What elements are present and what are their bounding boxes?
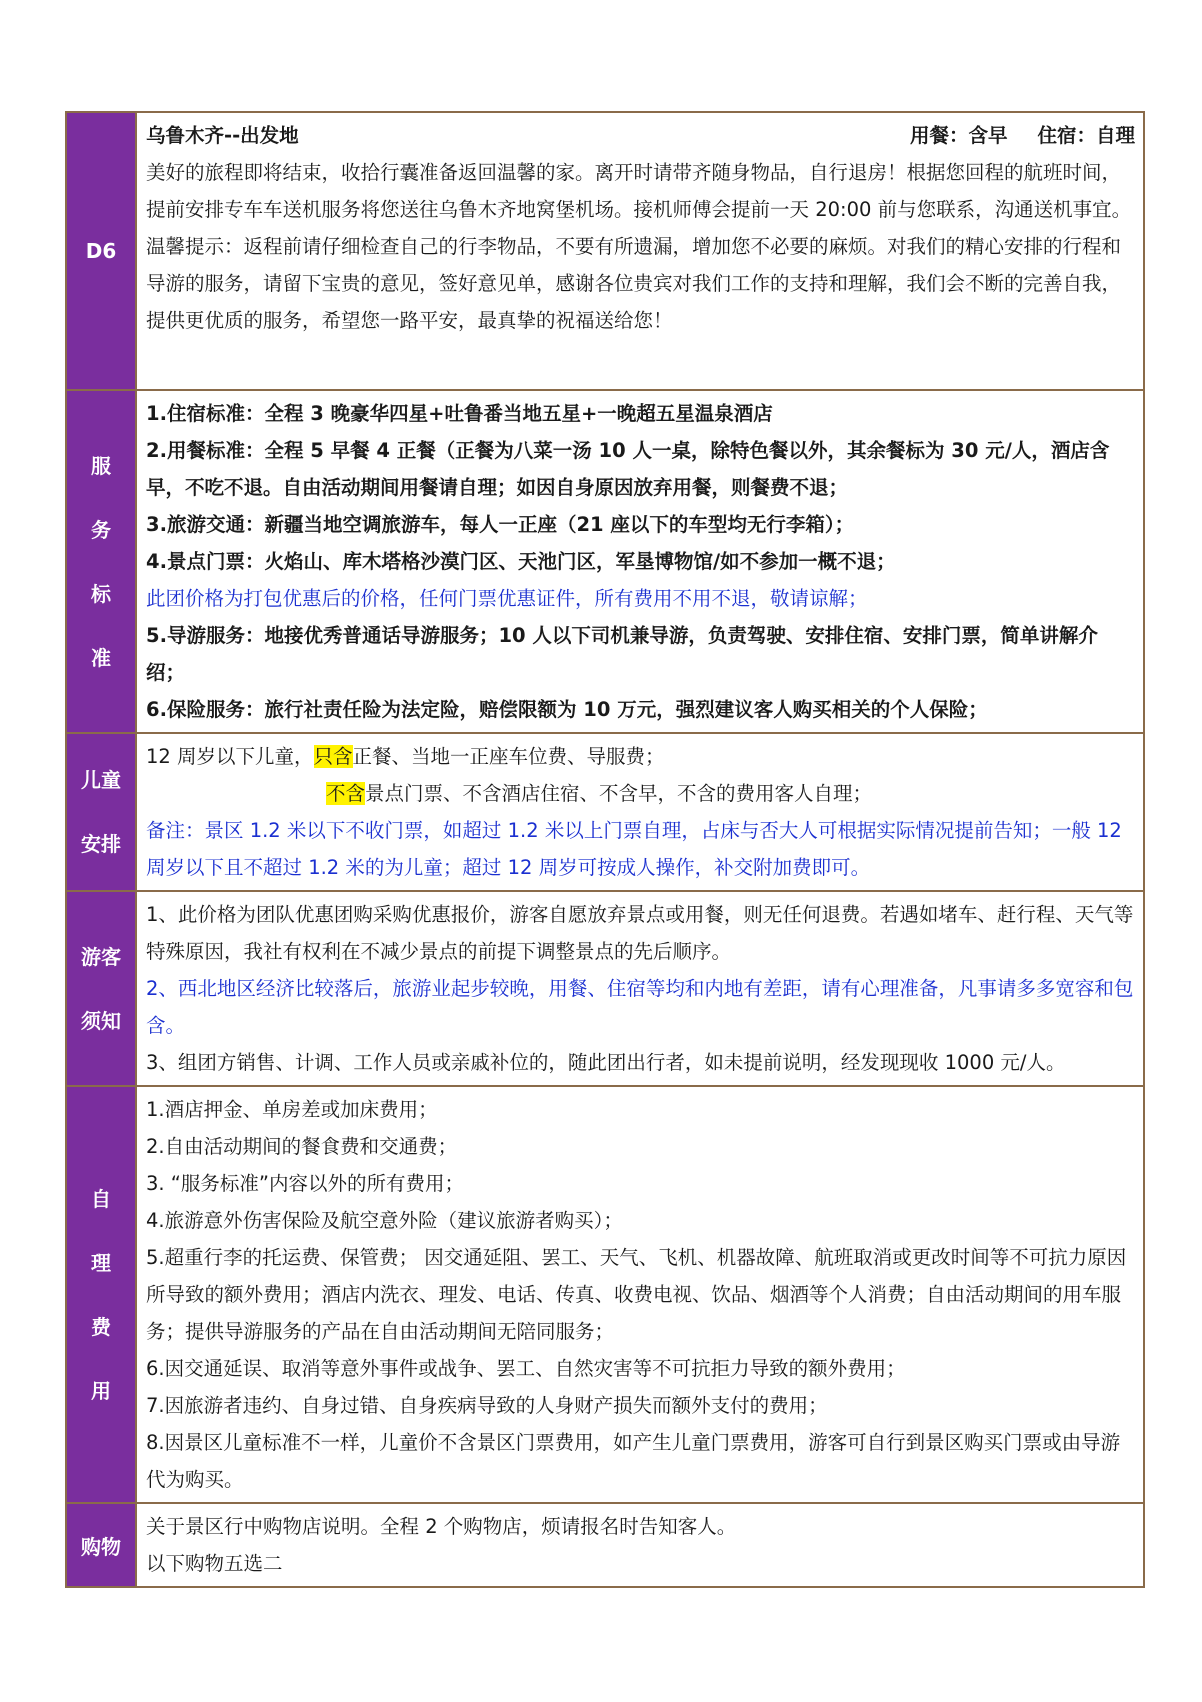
- label-line: 游客: [81, 944, 121, 969]
- children-line-2: [146, 775, 1135, 812]
- d6-header: [146, 117, 1135, 154]
- self-item: 1.酒店押金、单房差或加床费用；: [146, 1098, 438, 1121]
- d6-stay: 住宿：自理: [1037, 124, 1135, 147]
- d6-meals: [910, 117, 1135, 154]
- d6-paragraph-1: 美好的旅程即将结束，收拾行囊准备返回温馨的家。离开时请带齐随身物品，自行退房！根据您回程的航班时间，提前安排专车车送机服务将您送往乌鲁木齐地窝堡机场。接机师傅会提前一天 20:00 前与您联系，沟通送机事宜。: [146, 161, 1132, 221]
- content-service-standard: [136, 390, 1144, 733]
- self-item: 4.旅游意外伤害保险及航空意外险（建议旅游者购买）；: [146, 1209, 623, 1232]
- self-item: 3. “服务标准”内容以外的所有费用；: [146, 1172, 465, 1195]
- label-service-standard: [66, 390, 136, 733]
- notice-item-1: 1、此价格为团队优惠团购采购优惠报价，游客自愿放弃景点或用餐，则无任何退费。若遇如堵车、赶行程、天气等特殊原因，我社有权利在不减少景点的前提下调整景点的先后顺序。: [146, 903, 1134, 963]
- row-shopping: [66, 1503, 1144, 1587]
- label-char: 自: [91, 1186, 111, 1211]
- label-children: [66, 733, 136, 891]
- content-d6: [136, 112, 1144, 390]
- label-d6-text: D6: [85, 239, 117, 263]
- notice-item-3: 3、组团方销售、计调、工作人员或亲戚补位的，随此团出行者，如未提前说明，经发现现收 1000 元/人。: [146, 1051, 1066, 1074]
- itinerary-table: [65, 111, 1145, 1588]
- label-char: 用: [91, 1378, 111, 1403]
- row-self-paid: [66, 1086, 1144, 1503]
- service-note: 此团价格为打包优惠后的价格，任何门票优惠证件，所有费用不用不退，敬请谅解；: [146, 587, 868, 610]
- label-service-chars: [67, 434, 135, 690]
- row-children: [66, 733, 1144, 891]
- content-self-paid: [136, 1086, 1144, 1503]
- children-text: 12 周岁以下儿童，: [146, 745, 314, 768]
- children-text: 景点门票、不含酒店住宿、不含早，不含的费用客人自理；: [365, 782, 873, 805]
- label-line: 安排: [81, 832, 121, 856]
- service-item: 6.保险服务：旅行社责任险为法定险，赔偿限额为 10 万元，强烈建议客人购买相关的个人保险；: [146, 698, 988, 721]
- label-self-paid: [66, 1086, 136, 1503]
- label-notice: [66, 891, 136, 1086]
- service-item: 1.住宿标准：全程 3 晚豪华四星+吐鲁番当地五星+一晚超五星温泉酒店: [146, 402, 773, 425]
- children-line-1: [146, 738, 1135, 775]
- content-shopping: [136, 1503, 1144, 1587]
- self-item: 6.因交通延误、取消等意外事件或战争、罢工、自然灾害等不可抗拒力导致的额外费用；: [146, 1357, 906, 1380]
- service-item: 4.景点门票：火焰山、库木塔格沙漠门区、天池门区，军垦博物馆/如不参加一概不退；: [146, 550, 896, 573]
- label-char: 服: [91, 453, 111, 478]
- d6-title: 乌鲁木齐--出发地: [146, 124, 299, 147]
- d6-paragraph-2: 温馨提示：返程前请仔细检查自己的行李物品，不要有所遗漏，增加您不必要的麻烦。对我们的精心安排的行程和导游的服务，请留下宝贵的意见，签好意见单，感谢各位贵宾对我们工作的支持和理解，我们会不断的完善自我，提供更优质的服务，希望您一路平安，最真挚的祝福送给您！: [146, 235, 1122, 332]
- label-char: 准: [91, 645, 111, 670]
- content-notice: [136, 891, 1144, 1086]
- row-d6: [66, 112, 1144, 390]
- label-shopping: [66, 1503, 136, 1587]
- row-service-standard: [66, 390, 1144, 733]
- self-item: 7.因旅游者违约、自身过错、自身疾病导致的人身财产损失而额外支付的费用；: [146, 1394, 828, 1417]
- children-text: 正餐、当地一正座车位费、导服费；: [352, 745, 665, 768]
- label-d6: [66, 112, 136, 390]
- row-notice: [66, 891, 1144, 1086]
- service-item: 3.旅游交通：新疆当地空调旅游车，每人一正座（21 座以下的车型均无行李箱）；: [146, 513, 855, 536]
- highlight-excluded: 不含: [326, 782, 366, 805]
- label-line: 须知: [81, 1008, 121, 1033]
- self-item: 8.因景区儿童标准不一样，儿童价不含景区门票费用，如产生儿童门票费用，游客可自行到景区购买门票或由导游代为购买。: [146, 1431, 1121, 1491]
- service-item: 2.用餐标准：全程 5 早餐 4 正餐（正餐为八菜一汤 10 人一桌，除特色餐以外，其余餐标为 30 元/人，酒店含早，不吃不退。自由活动期间用餐请自理；如因自身原因放弃用餐，则餐费不退；: [146, 439, 1110, 499]
- shopping-line-1: 关于景区行中购物店说明。全程 2 个购物店，烦请报名时告知客人。: [146, 1515, 737, 1538]
- label-char: 标: [91, 581, 111, 606]
- label-children-lines: [67, 748, 135, 876]
- content-children: [136, 733, 1144, 891]
- self-item: 2.自由活动期间的餐食费和交通费；: [146, 1135, 458, 1158]
- shopping-line-2: 以下购物五选二: [146, 1552, 283, 1575]
- label-self-chars: [67, 1167, 135, 1423]
- label-char: 费: [91, 1314, 111, 1339]
- d6-meal: 用餐：含早: [909, 124, 1008, 147]
- label-char: 务: [91, 517, 111, 542]
- label-notice-lines: [67, 925, 135, 1053]
- children-note: 备注：景区 1.2 米以下不收门票，如超过 1.2 米以上门票自理，占床与否大人可根据实际情况提前告知；一般 12 周岁以下且不超过 1.2 米的为儿童；超过 12 周岁可按成人操作，补交附加费即可。: [146, 819, 1122, 879]
- label-line: 儿童: [81, 768, 121, 792]
- self-item: 5.超重行李的托运费、保管费； 因交通延阻、罢工、天气、飞机、机器故障、航班取消或更改时间等不可抗力原因所导致的额外费用；酒店内洗衣、理发、电话、传真、收费电视、饮品、烟酒等个人消费；自由活动期间的用车服务；提供导游服务的产品在自由活动期间无陪同服务；: [146, 1246, 1127, 1343]
- service-item: 5.导游服务：地接优秀普通话导游服务；10 人以下司机兼导游，负责驾驶、安排住宿、安排门票，简单讲解介绍；: [146, 624, 1098, 684]
- notice-item-2: 2、西北地区经济比较落后，旅游业起步较晚，用餐、住宿等均和内地有差距，请有心理准备，凡事请多多宽容和包含。: [146, 977, 1134, 1037]
- label-char: 理: [91, 1250, 111, 1275]
- highlight-included: 只含: [313, 745, 353, 768]
- label-shopping-text: 购物: [81, 1534, 121, 1559]
